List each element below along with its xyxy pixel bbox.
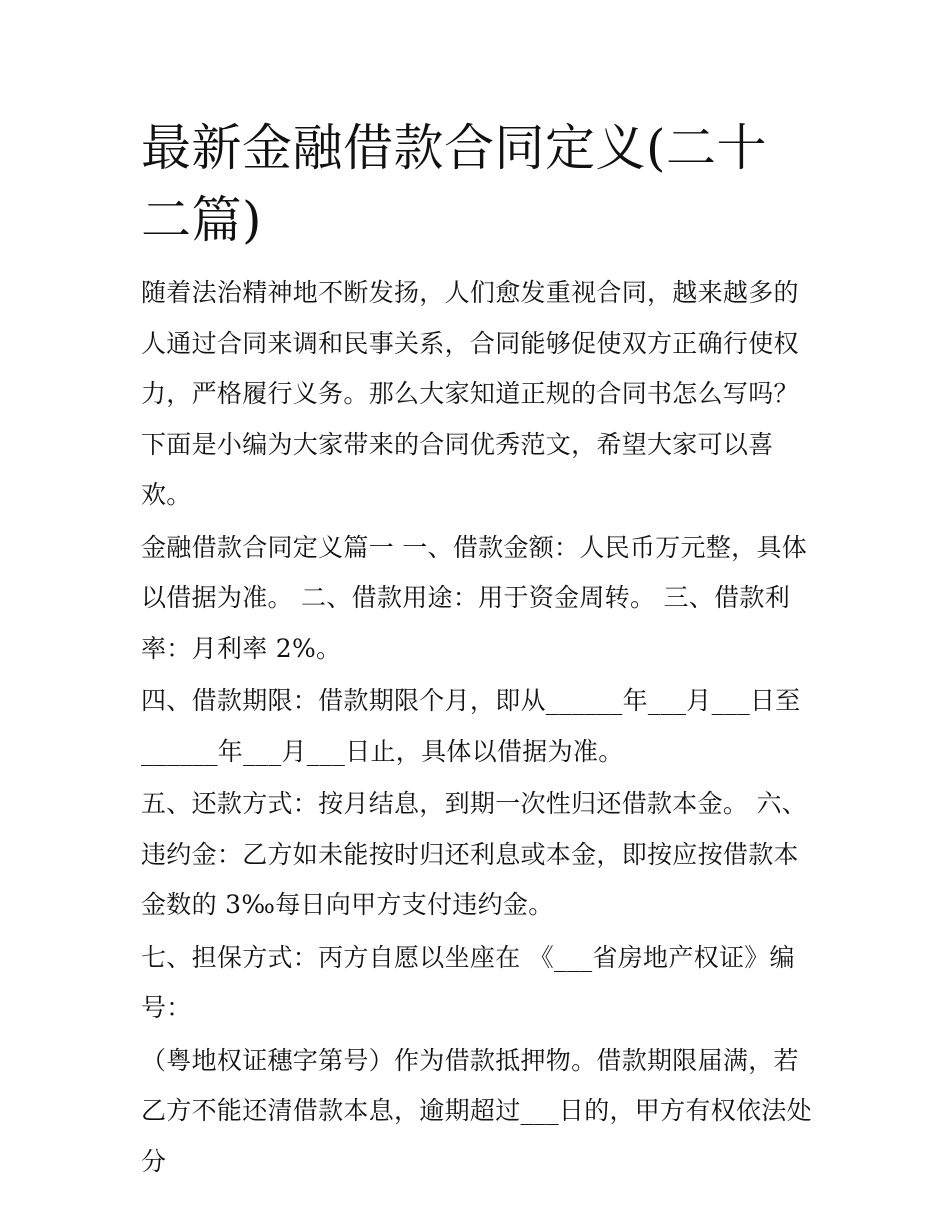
clause-paragraph-4: 四、借款期限：借款期限个月，即从______年___月___日至______年___月___日止，具体以借据为准。 (141, 686, 801, 766)
clause-paragraph-5-6: 五、还款方式：按月结息，到期一次性归还借款本金。 六、违约金：乙方如未能按时归还利息或本金，即按应按借款本金数的 3‰每日向甲方支付违约金。 (141, 789, 808, 919)
document-body (141, 112, 817, 1189)
intro-paragraph: 随着法治精神地不断发扬，人们愈发重视合同，越来越多的人通过合同来调和民事关系，合同能够促使双方正确行使权力，严格履行义务。那么大家知道正规的合同书怎么写吗？下面是小编为大家带来的合同优秀范文，希望大家可以喜欢。 (141, 278, 799, 509)
clause-paragraph-7-continued: （粤地权证穗字第号）作为借款抵押物。借款期限届满，若乙方不能还清借款本息，逾期超过___日的，甲方有权依法处分 (141, 1045, 812, 1176)
clause-paragraph-7: 七、担保方式：丙方自愿以坐座在 《___省房地产权证》编号： (141, 942, 795, 1022)
clause-paragraph-1-3: 金融借款合同定义篇一 一、借款金额：人民币万元整，具体以借据为准。 二、借款用途：用于资金周转。 三、借款利率：月利率 2%。 (141, 532, 808, 663)
document-title: 最新金融借款合同定义(二十二篇) (141, 119, 768, 249)
